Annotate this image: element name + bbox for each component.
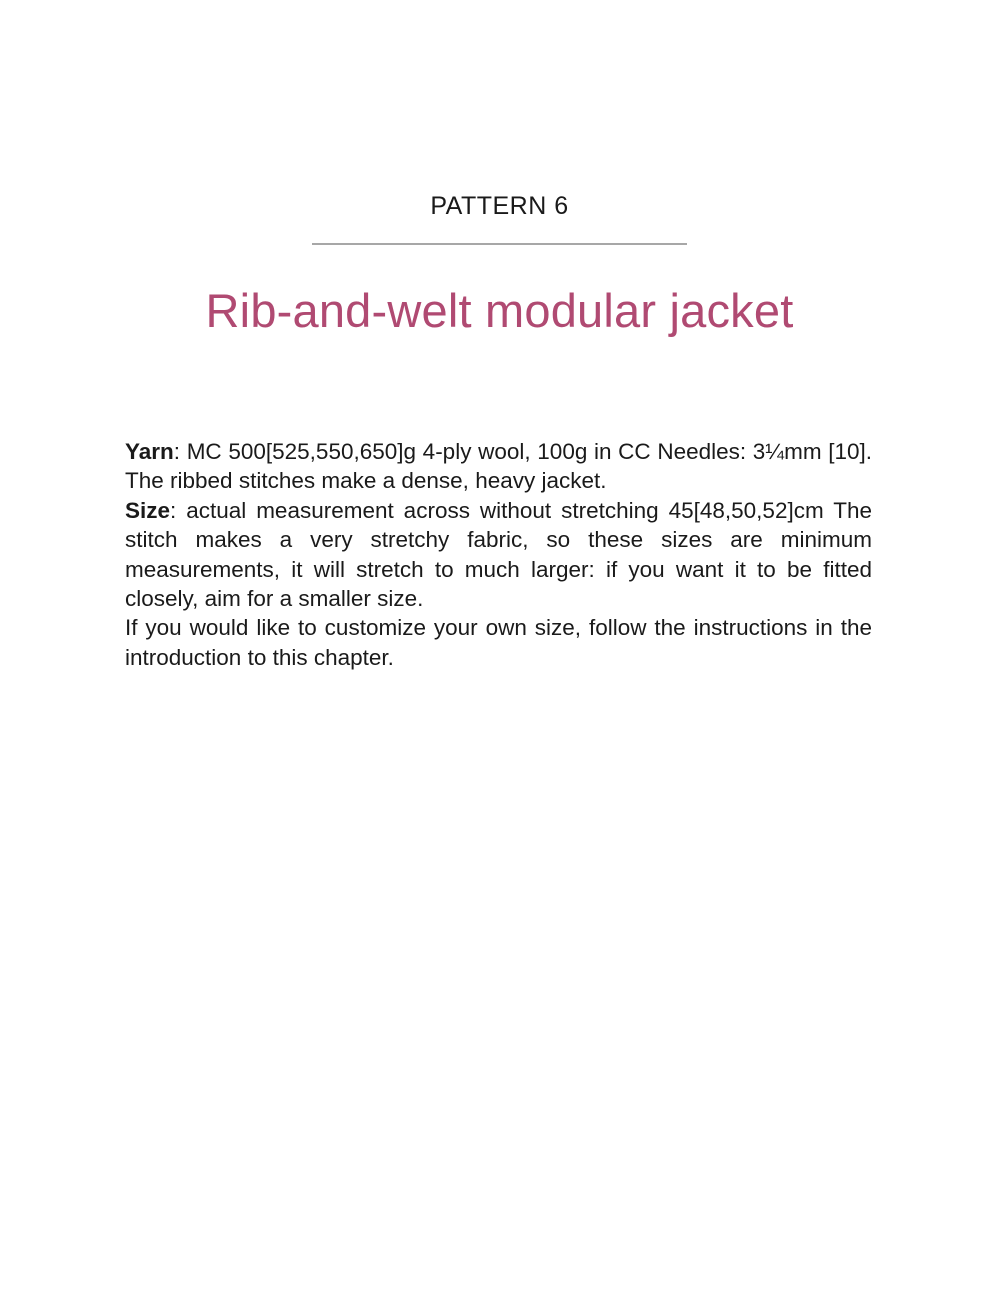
- size-paragraph: [125, 496, 872, 614]
- yarn-text: : MC 500[525,550,650]g 4-ply wool, 100g in CC Needles: 3¼mm [10]. The ribbed stitches make a dense, heavy jacket.: [125, 439, 872, 494]
- size-label: Size: [125, 497, 171, 523]
- yarn-paragraph: [125, 437, 872, 496]
- pattern-title: Rib-and-welt modular jacket: [205, 284, 794, 337]
- yarn-label: Yarn: [125, 439, 174, 464]
- custom-size-paragraph: If you would like to customize your own size, follow the instructions in the introduction to this chapter.: [125, 615, 872, 670]
- header-divider: [312, 243, 687, 245]
- pattern-details: [125, 437, 872, 672]
- pattern-number-label: PATTERN 6: [430, 192, 569, 220]
- size-text: : actual measurement across without stretching 45[48,50,52]cm The stitch makes a very stretchy fabric, so these sizes are minimum measurements, it will stretch to much larger: if you want it to be fitted closely, aim for a smaller size.: [125, 497, 872, 612]
